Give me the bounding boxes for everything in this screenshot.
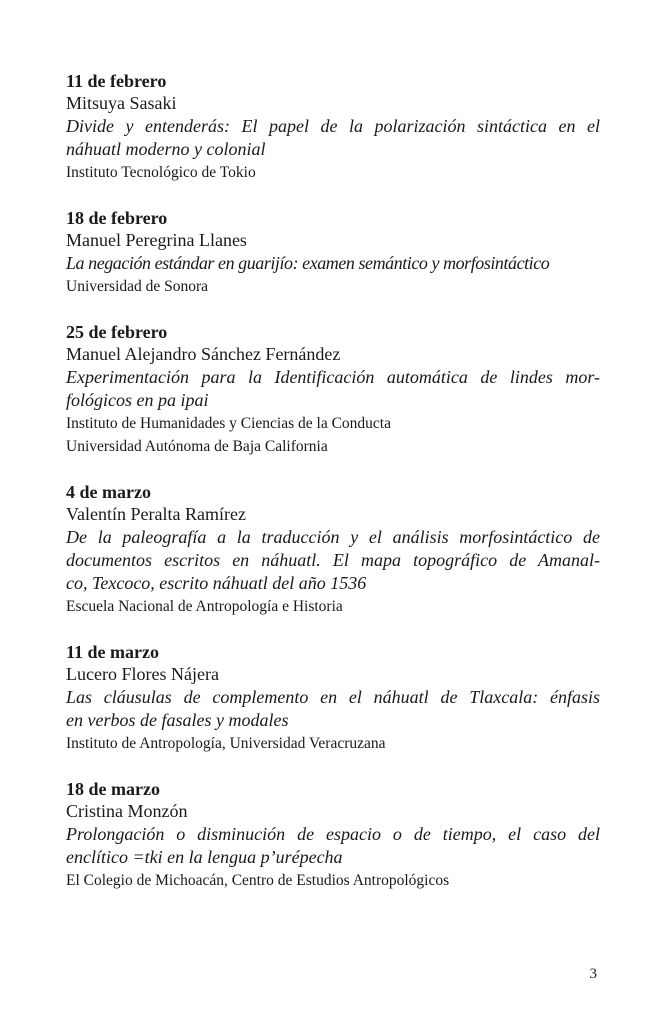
entry-institution: El Colegio de Michoacán, Centro de Estudios Antropológicos [66, 872, 450, 889]
entry-title [66, 823, 600, 869]
entry-title [66, 252, 600, 275]
schedule-entry [66, 70, 600, 184]
entry-speaker: Lucero Flores Nájera [66, 664, 219, 684]
entry-title [66, 115, 600, 161]
schedule-entry [66, 321, 600, 458]
entry-title-line: náhuatl moderno y colonial [66, 139, 266, 159]
entry-date: 11 de marzo [66, 642, 159, 662]
entry-title-line: en verbos de fasales y modales [66, 710, 289, 730]
entry-speaker: Cristina Monzón [66, 801, 188, 821]
entry-institution: Instituto Tecnológico de Tokio [66, 164, 256, 181]
entry-institution: Universidad de Sonora [66, 278, 209, 295]
entry-date: 11 de febrero [66, 71, 167, 91]
entry-institution: Escuela Nacional de Antropología e Historia [66, 598, 343, 615]
schedule-list [66, 70, 600, 915]
page-number: 3 [589, 966, 597, 982]
entry-institution: Instituto de Antropología, Universidad Veracruzana [66, 735, 386, 752]
entry-title-line: De la paleografía a la traducción y el análisis morfosintáctico de [66, 527, 600, 547]
entry-date: 4 de marzo [66, 482, 151, 502]
entry-institution: Instituto de Humanidades y Ciencias de la Conducta [66, 415, 391, 432]
entry-speaker: Mitsuya Sasaki [66, 93, 177, 113]
entry-title-line: documentos escritos en náhuatl. El mapa topográfico de Amanal- [66, 550, 600, 570]
entry-speaker: Manuel Peregrina Llanes [66, 230, 247, 250]
entry-speaker: Manuel Alejandro Sánchez Fernández [66, 344, 341, 364]
schedule-entry [66, 641, 600, 755]
entry-title-line: Prolongación o disminución de espacio o de tiempo, el caso del [66, 824, 600, 844]
entry-institution: Universidad Autónoma de Baja California [66, 438, 328, 455]
entry-date: 25 de febrero [66, 322, 168, 342]
entry-title-line: fológicos en pa ipai [66, 390, 209, 410]
entry-title-line: enclítico =tki en la lengua p’urépecha [66, 847, 343, 867]
entry-title-line: Experimentación para la Identificación automática de lindes mor- [66, 367, 600, 387]
schedule-entry [66, 207, 600, 298]
entry-title-line: Divide y entenderás: El papel de la polarización sintáctica en el [66, 116, 600, 136]
entry-title [66, 686, 600, 732]
entry-title [66, 366, 600, 412]
entry-title-line: La negación estándar en guarijío: examen semántico y morfosintáctico [66, 253, 550, 273]
entry-title [66, 526, 600, 595]
entry-title-line: co, Texcoco, escrito náhuatl del año 1536 [66, 573, 367, 593]
schedule-entry [66, 481, 600, 618]
schedule-entry [66, 778, 600, 892]
entry-speaker: Valentín Peralta Ramírez [66, 504, 246, 524]
entry-title-line: Las cláusulas de complemento en el náhuatl de Tlaxcala: énfasis [66, 687, 600, 707]
entry-date: 18 de marzo [66, 779, 160, 799]
entry-date: 18 de febrero [66, 208, 168, 228]
